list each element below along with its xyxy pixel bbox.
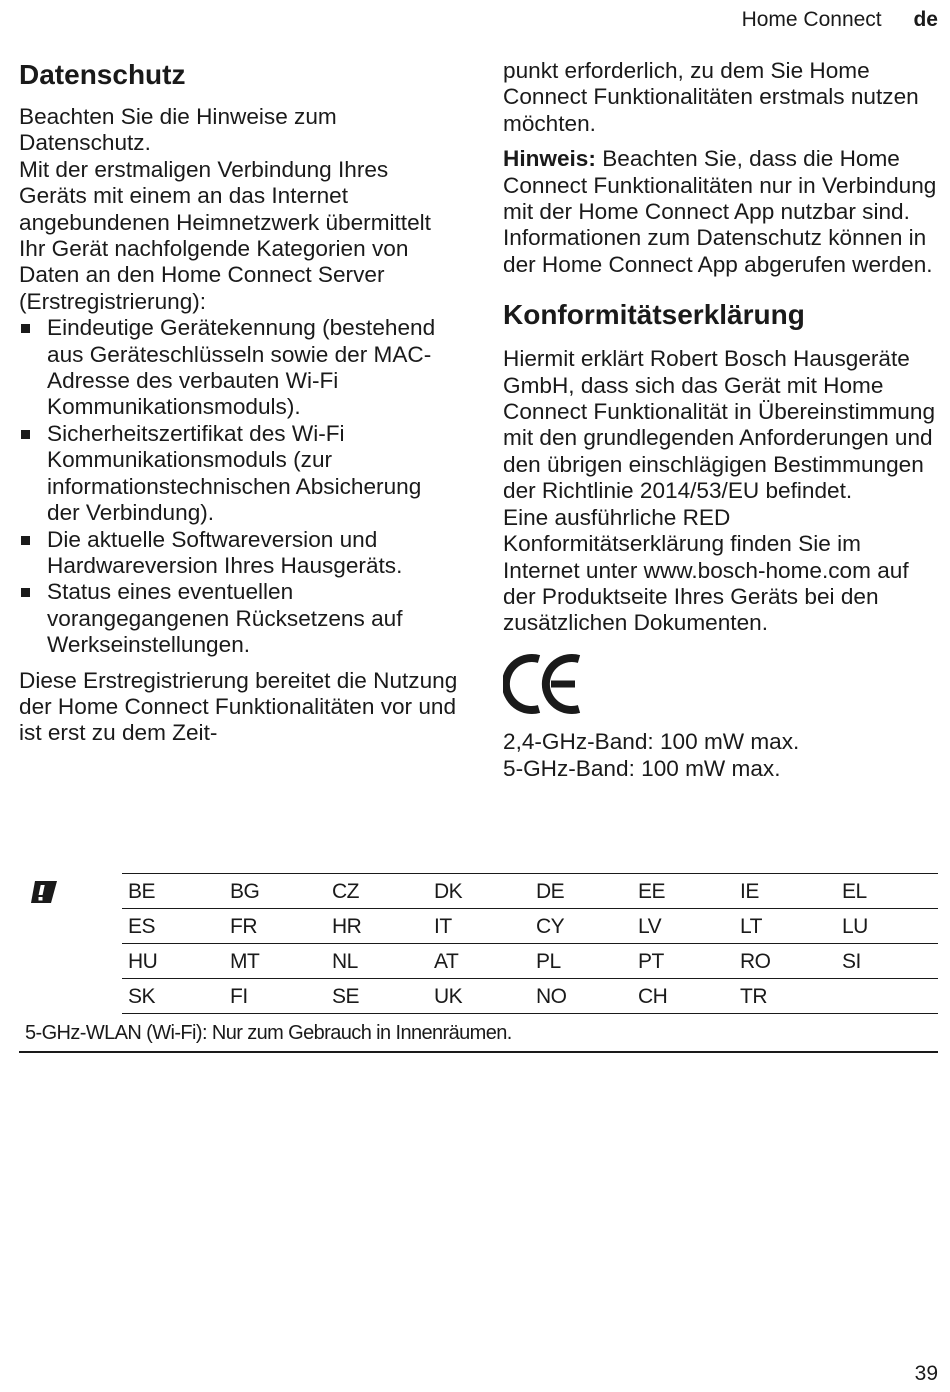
country-cell: UK — [434, 985, 463, 1008]
table-row — [122, 874, 938, 909]
country-cell: HR — [332, 915, 362, 938]
band-2-4ghz: 2,4-GHz-Band: 100 mW max. — [503, 729, 800, 755]
country-cell — [836, 979, 938, 1013]
data-category-list — [19, 315, 459, 658]
country-cell: EL — [842, 880, 867, 903]
country-cell: NL — [332, 950, 358, 973]
country-cell: HU — [128, 950, 158, 973]
country-cell: IE — [740, 880, 759, 903]
country-cell: SE — [332, 985, 360, 1008]
section-title: Home Connect — [741, 8, 882, 31]
country-cell: BE — [128, 880, 156, 903]
intro-paragraph-1: Beachten Sie die Hinweise zum Datenschutz. — [19, 104, 337, 156]
country-cell: CZ — [332, 880, 359, 903]
note-paragraph — [503, 146, 943, 278]
country-cell: ES — [128, 915, 156, 938]
country-cell: MT — [230, 950, 260, 973]
intro-paragraph-2: Mit der erstmaligen Verbindung Ihres Geräts mit einem an das Internet angebundenen Heimnetzwerk übermittelt Ihr Gerät nachfolgende Kategorien von Daten an den Home Connect Server (Erstregistrierung): — [19, 156, 431, 314]
country-cell: RO — [740, 950, 771, 973]
list-item: Eindeutige Gerätekennung (bestehend aus Geräteschlüsseln sowie der MAC-Adresse des verbauten Wi-Fi Kommunikationsmoduls). — [19, 315, 459, 421]
table-row — [122, 909, 938, 944]
note-label: Hinweis: — [503, 146, 596, 172]
table-footnote: 5-GHz-WLAN (Wi-Fi): Nur zum Gebrauch in Innenräumen. — [19, 1014, 938, 1053]
country-cell: SK — [128, 985, 156, 1008]
page-header — [742, 8, 938, 32]
country-cell: LV — [638, 915, 662, 938]
country-cell: CY — [536, 915, 565, 938]
country-grid — [122, 873, 938, 1014]
ce-mark-icon — [503, 653, 583, 715]
table-row — [122, 944, 938, 979]
heading-datenschutz: Datenschutz — [19, 59, 186, 90]
country-cell: TR — [740, 985, 767, 1008]
country-cell: DE — [536, 880, 565, 903]
country-cell: PT — [638, 950, 664, 973]
declaration-paragraph: Hiermit erklärt Robert Bosch Hausgeräte GmbH, dass sich das Gerät mit Home Connect Funktionalität in Übereinstimmung mit den grundlegenden Anforderungen und den übrigen einschlägigen Bestimmungen der Richtlinie 2014/53/EU befindet. — [503, 346, 936, 504]
country-cell: FI — [230, 985, 248, 1008]
country-cell: BG — [230, 880, 260, 903]
country-cell: LT — [740, 915, 762, 938]
page-number: 39 — [914, 1362, 938, 1385]
country-cell: LU — [842, 915, 868, 938]
country-cell: FR — [230, 915, 257, 938]
country-cell: PL — [536, 950, 561, 973]
table-row — [122, 979, 938, 1014]
country-table — [19, 873, 938, 1053]
heading-konformitaet: Konformitätserklärung — [503, 299, 805, 331]
country-cell: AT — [434, 950, 459, 973]
declaration-paragraph-2: Eine ausführliche RED Konformitätserklärung finden Sie im Internet unter www.bosch-home.com auf der Produktseite Ihres Geräts bei den zusätzlichen Dokumenten. — [503, 504, 909, 636]
warning-icon — [29, 879, 59, 905]
continued-paragraph: punkt erforderlich, zu dem Sie Home Connect Funktionalitäten erstmals nutzen möchten. — [503, 58, 919, 136]
country-cell: SI — [842, 950, 861, 973]
country-cell: NO — [536, 985, 567, 1008]
band-5ghz: 5-GHz-Band: 100 mW max. — [503, 755, 781, 781]
list-item: Status eines eventuellen vorangegangenen Rücksetzens auf Werkseinstellungen. — [19, 579, 459, 658]
right-column — [503, 58, 943, 782]
country-cell: EE — [638, 880, 666, 903]
note-text: Beachten Sie, dass die Home Connect Funktionalitäten nur in Verbindung mit der Home Connect App nutzbar sind. Informationen zum Datenschutz können in der Home Connect App abgerufen werden. — [503, 146, 937, 277]
language-code: de — [913, 8, 938, 31]
outro-paragraph: Diese Erstregistrierung bereitet die Nutzung der Home Connect Funktionalitäten vor und ist erst zu dem Zeit- — [19, 667, 458, 746]
left-column — [19, 56, 459, 747]
list-item: Sicherheitszertifikat des Wi-Fi Kommunikationsmoduls (zur informationstechnischen Absicherung der Verbindung). — [19, 421, 459, 527]
list-item: Die aktuelle Softwareversion und Hardwareversion Ihres Hausgeräts. — [19, 527, 459, 580]
country-cell: CH — [638, 985, 668, 1008]
country-cell: DK — [434, 880, 463, 903]
country-cell: IT — [434, 915, 452, 938]
